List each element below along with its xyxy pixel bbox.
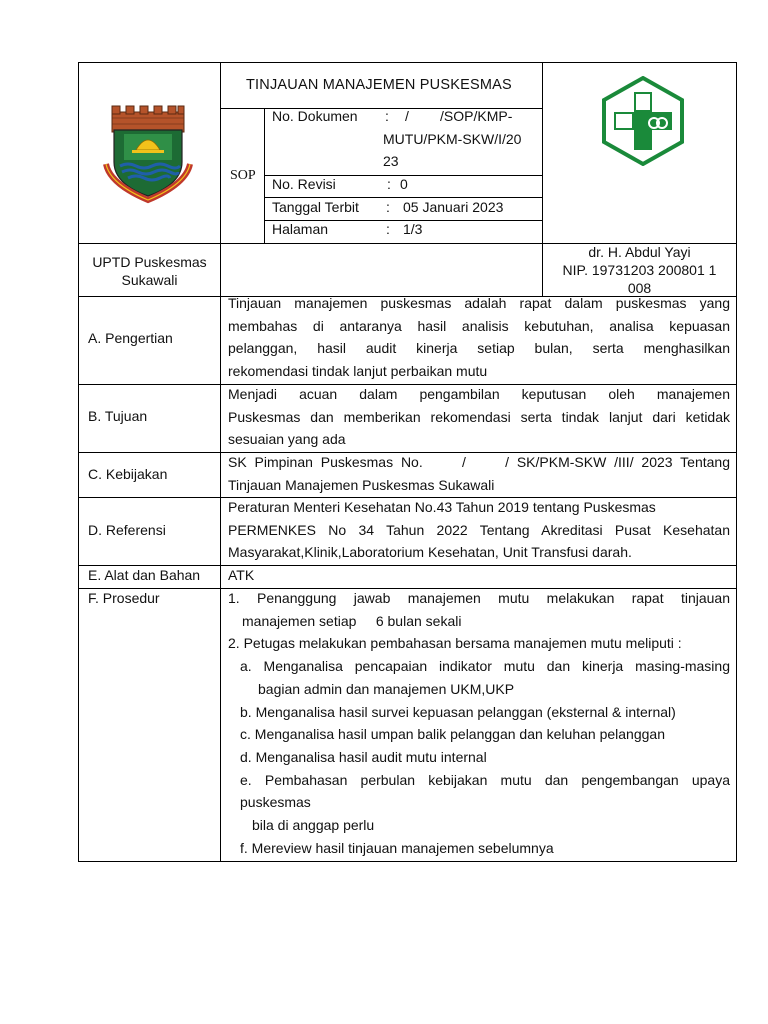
- signatory: [543, 243, 736, 297]
- sop-label: SOP: [230, 168, 256, 183]
- section-content-alat: ATK: [228, 567, 255, 583]
- doc-number-sep: :: [385, 108, 389, 124]
- doc-number-value-line3: 23: [383, 153, 399, 169]
- regional-emblem-logo: [100, 104, 196, 204]
- document-title: TINJAUAN MANAJEMEN PUSKESMAS: [246, 77, 512, 93]
- prosedur-sub-a: a. Menganalisa pencapaian indikator mutu dan kinerja masing-masing: [240, 658, 730, 675]
- section-content-tujuan: Menjadi acuan dalam pengambilan keputusan oleh manajemen Puskesmas dan memberikan rekomendasi serta tindak lanjut dari ketidak sesuaian yang ada: [228, 386, 730, 447]
- signatory-nip-cont: 008: [627, 280, 652, 296]
- section-content-pengertian: Tinjauan manajemen puskesmas adalah rapat dalam puskesmas yang membahas di antaranya hasil analisis kebutuhan, analisa kepuasan pelanggan, hasil audit kinerja setiap bulan, serta menghasilkan rekomendasi tindak lanjut perbaikan mutu: [228, 295, 730, 379]
- puskesmas-logo: [598, 76, 688, 166]
- revision-value: 0: [400, 176, 408, 192]
- signatory-nip: NIP. 19731203 200801 1: [562, 262, 717, 278]
- section-label-kebijakan: C. Kebijakan: [88, 466, 168, 482]
- issue-date-label: Tanggal Terbit: [272, 199, 359, 215]
- prosedur-sub-e-cont: puskesmas: [240, 794, 311, 811]
- revision-sep: :: [387, 176, 391, 192]
- prosedur-sub-b: b. Menganalisa hasil survei kepuasan pelanggan (eksternal & internal): [240, 703, 676, 720]
- prosedur-step-2: 2. Petugas melakukan pembahasan bersama manajemen mutu meliputi :: [228, 635, 682, 652]
- prosedur-step-1: 1. Penanggung jawab manajemen mutu melakukan rapat tinjauan: [228, 590, 730, 606]
- revision-label: No. Revisi: [272, 176, 336, 192]
- section-label-prosedur: F. Prosedur: [88, 590, 160, 606]
- issue-date-value: 05 Januari 2023: [403, 199, 504, 215]
- section-content-referensi: Peraturan Menteri Kesehatan No.43 Tahun 2019 tentang Puskesmas PERMENKES No 34 Tahun 2022 Tentang Akreditasi Pusat Kesehatan Masyarakat,Klinik,Laboratorium Kesehatan, Unit Transfusi darah.: [228, 499, 730, 560]
- prosedur-sub-a-cont: bagian admin dan manajemen UKM,UKP: [258, 680, 515, 697]
- prosedur-sub-e-cont2: bila di anggap perlu: [252, 817, 375, 834]
- section-content-kebijakan: SK Pimpinan Puskesmas No. / / SK/PKM-SKW /III/ 2023 Tentang Tinjauan Manajemen Puskesmas Sukawali: [228, 454, 730, 493]
- institution-name: UPTD Puskesmas Sukawali: [92, 254, 207, 288]
- section-label-pengertian: A. Pengertian: [88, 330, 173, 346]
- section-label-referensi: D. Referensi: [88, 522, 166, 538]
- section-content-prosedur: [228, 587, 730, 859]
- prosedur-sub-e: e. Pembahasan perbulan kebijakan mutu dan pengembangan upaya: [240, 771, 730, 788]
- doc-number-label: No. Dokumen: [272, 108, 358, 124]
- prosedur-step-1-cont: manajemen setiap 6 bulan sekali: [242, 612, 462, 629]
- section-label-alat: E. Alat dan Bahan: [88, 567, 201, 583]
- page-value: 1/3: [403, 221, 423, 237]
- prosedur-sub-c: c. Menganalisa hasil umpan balik pelanggan dan keluhan pelanggan: [240, 726, 665, 743]
- section-label-tujuan: B. Tujuan: [88, 408, 148, 424]
- signatory-name: dr. H. Abdul Yayi: [588, 244, 691, 260]
- page-sep: :: [386, 221, 390, 237]
- prosedur-sub-d: d. Menganalisa hasil audit mutu internal: [240, 748, 487, 765]
- doc-number-value-line1: / /SOP/KMP-: [405, 108, 513, 124]
- issue-date-sep: :: [386, 199, 390, 215]
- page-label: Halaman: [272, 221, 329, 237]
- prosedur-sub-f: f. Mereview hasil tinjauan manajemen sebelumnya: [240, 839, 554, 856]
- doc-number-value-line2: MUTU/PKM-SKW/I/20: [383, 131, 522, 147]
